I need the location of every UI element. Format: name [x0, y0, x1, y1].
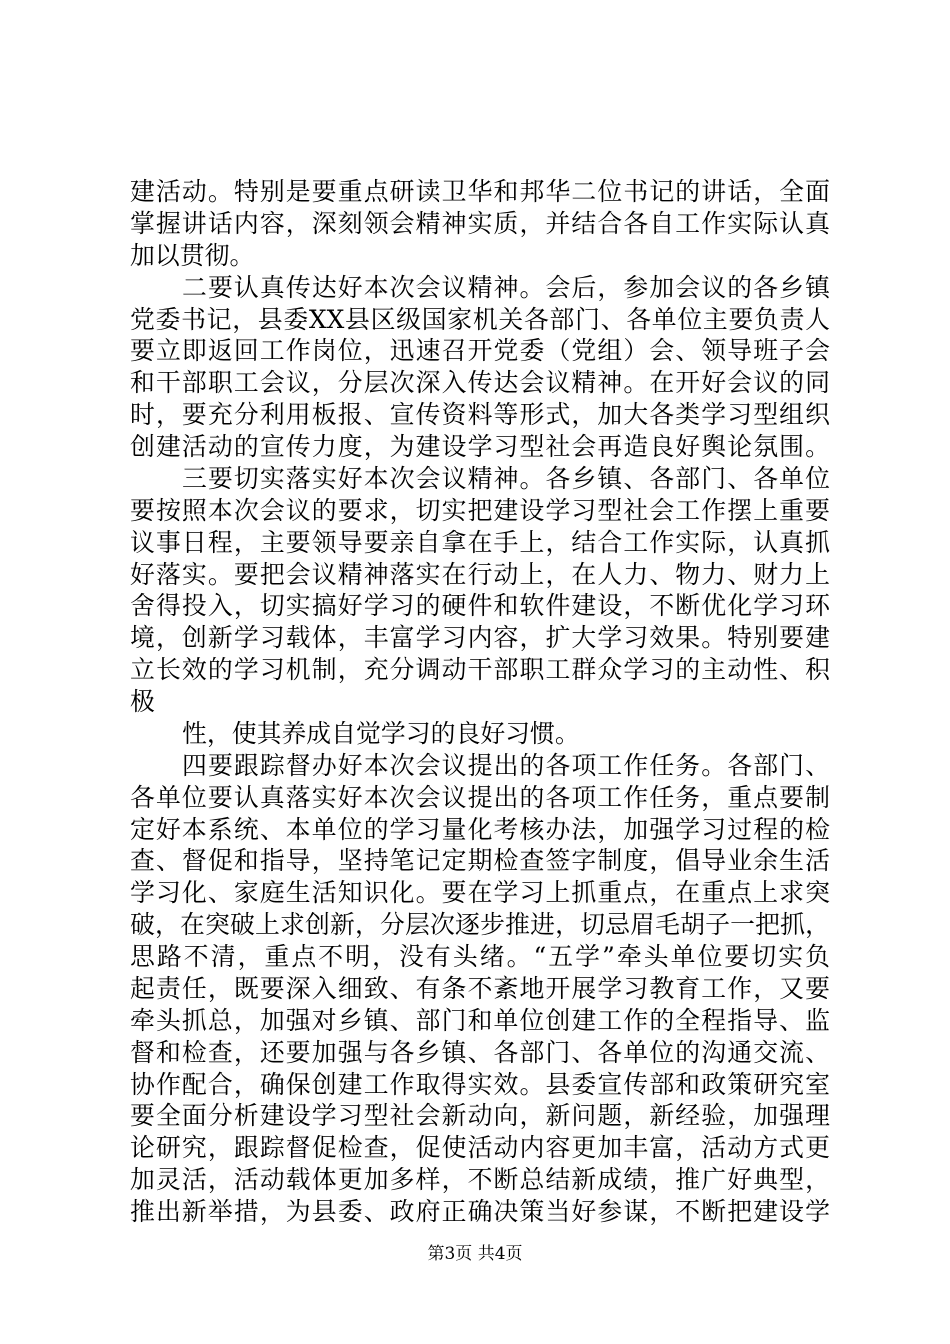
body-text-line: 论研究，跟踪督促检查，促使活动内容更加丰富，活动方式更 — [130, 1133, 830, 1163]
body-text-line: 查、督促和指导，坚持笔记定期检查签字制度，倡导业余生活 — [130, 846, 830, 876]
body-text-line: 议事日程，主要领导要亲自拿在手上，结合工作实际，认真抓 — [130, 527, 830, 557]
page-number-footer: 第3页 共4页 — [427, 1244, 523, 1264]
body-text-line: 创建活动的宣传力度，为建设学习型社会再造良好舆论氛围。 — [130, 432, 830, 462]
body-text-line: 建活动。特别是要重点研读卫华和邦华二位书记的讲话，全面 — [130, 177, 830, 206]
body-text-line: 和干部职工会议，分层次深入传达会议精神。在开好会议的同 — [130, 368, 830, 398]
body-text-line: 思路不清，重点不明，没有头绪。“五学”牵头单位要切实负 — [130, 942, 830, 972]
body-text-line: 协作配合，确保创建工作取得实效。县委宣传部和政策研究室 — [130, 1069, 830, 1099]
body-text-line: 牵头抓总，加强对乡镇、部门和单位创建工作的全程指导、监 — [130, 1005, 830, 1035]
body-text-line: 立长效的学习机制，充分调动干部职工群众学习的主动性、积 — [130, 655, 830, 685]
body-text-line: 时，要充分利用板报、宣传资料等形式，加大各类学习型组织 — [130, 400, 830, 430]
body-text-line: 掌握讲话内容，深刻领会精神实质，并结合各自工作实际认真 — [130, 208, 830, 238]
body-text-line: 破，在突破上求创新，分层次逐步推进，切忌眉毛胡子一把抓， — [130, 910, 830, 940]
paragraph-first-line: 二要认真传达好本次会议精神。会后，参加会议的各乡镇 — [182, 272, 830, 302]
body-text-line: 极 — [130, 687, 155, 717]
body-text-line: 加灵活，活动载体更加多样，不断总结新成绩，推广好典型， — [130, 1165, 830, 1195]
paragraph-first-line: 三要切实落实好本次会议精神。各乡镇、各部门、各单位 — [182, 463, 830, 493]
body-text-line: 督和检查，还要加强与各乡镇、各部门、各单位的沟通交流、 — [130, 1037, 830, 1067]
body-text-line: 舍得投入，切实搞好学习的硬件和软件建设，不断优化学习环 — [130, 591, 830, 621]
body-text-line: 境，创新学习载体，丰富学习内容，扩大学习效果。特别要建 — [130, 623, 830, 653]
paragraph-first-line: 性，使其养成自觉学习的良好习惯。 — [182, 718, 580, 748]
body-text-line: 学习化、家庭生活知识化。要在学习上抓重点，在重点上求突 — [130, 878, 830, 908]
body-text-line: 加以贯彻。 — [130, 240, 255, 270]
body-text-line: 要按照本次会议的要求，切实把建设学习型社会工作摆上重要 — [130, 495, 830, 525]
paragraph-first-line: 四要跟踪督办好本次会议提出的各项工作任务。各部门、 — [182, 750, 830, 780]
body-text-line: 要全面分析建设学习型社会新动向，新问题，新经验，加强理 — [130, 1101, 830, 1131]
body-text-line: 起责任，既要深入细致、有条不紊地开展学习教育工作，又要 — [130, 973, 830, 1003]
body-text-line: 推出新举措，为县委、政府正确决策当好参谋，不断把建设学 — [130, 1197, 830, 1227]
body-text-line: 各单位要认真落实好本次会议提出的各项工作任务，重点要制 — [130, 782, 830, 812]
body-text-line: 党委书记，县委XX县区级国家机关各部门、各单位主要负责人 — [130, 304, 830, 334]
body-text-line: 要立即返回工作岗位，迅速召开党委（党组）会、领导班子会 — [130, 336, 830, 366]
body-text-line: 好落实。要把会议精神落实在行动上，在人力、物力、财力上 — [130, 559, 830, 589]
body-text-line: 定好本系统、本单位的学习量化考核办法，加强学习过程的检 — [130, 814, 830, 844]
